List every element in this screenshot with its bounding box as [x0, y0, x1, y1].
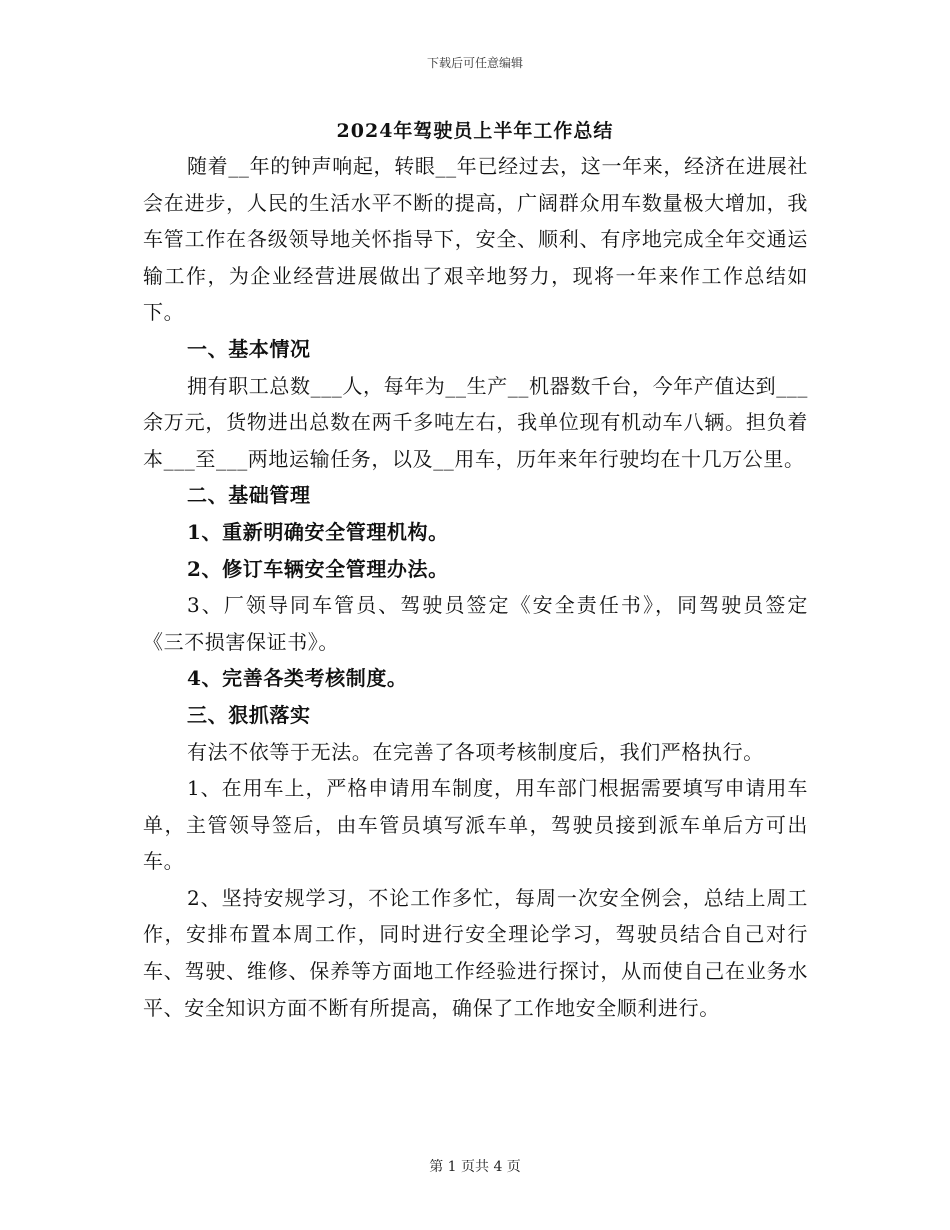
- heading-basic-situation: 一、基本情况: [187, 336, 311, 361]
- item-implementation-2: 2、坚持安规学习，不论工作多忙，每周一次安全例会，总结上周工作，安排布置本周工作，同时进行安全理论学习，驾驶员结合自己对行车、驾驶、维修、保养等方面地工作经验进行探讨，从而使自己在业务水平、安全知识方面不断有所提高，确保了工作地安全顺利进行。: [143, 885, 808, 1020]
- item-management-1: 1、重新明确安全管理机构。: [187, 519, 449, 544]
- page-indicator: 第 1 页共 4 页: [429, 1159, 521, 1175]
- item-implementation-1: 1、在用车上，严格申请用车制度，用车部门根据需要填写申请用车单，主管领导签后，由车管员填写派车单，驾驶员接到派车单后方可出车。: [143, 776, 808, 874]
- paragraph-implementation-intro: 有法不依等于无法。在完善了各项考核制度后，我们严格执行。: [187, 739, 764, 764]
- heading-basic-management: 二、基础管理: [187, 483, 311, 508]
- item-management-4: 4、完善各类考核制度。: [187, 666, 408, 691]
- header-note: 下载后可任意编辑: [426, 56, 523, 70]
- paragraph-basic-situation: 拥有职工总数___人，每年为__生产__机器数千台，今年产值达到___余万元，货物进出总数在两千多吨左右，我单位现有机动车八辆。担负着本___至___两地运输任务，以及__用车，历年来年行驶均在十几万公里。: [143, 373, 808, 471]
- document-body: [143, 148, 808, 1026]
- heading-implementation: 三、狠抓落实: [187, 702, 311, 727]
- paragraph-intro: 随着__年的钟声响起，转眼__年已经过去，这一年来，经济在进展社会在进步，人民的生活水平不断的提高，广阔群众用车数量极大增加，我车管工作在各级领导地关怀指导下，安全、顺利、有序地完成全年交通运输工作，为企业经营进展做出了艰辛地努力，现将一年来作工作总结如下。: [143, 154, 808, 325]
- item-management-2: 2、修订车辆安全管理办法。: [187, 556, 449, 581]
- document-title: 2024年驾驶员上半年工作总结: [336, 120, 614, 142]
- item-management-3: 3、厂领导同车管员、驾驶员签定《安全责任书》，同驾驶员签定《三不损害保证书》。: [143, 593, 808, 654]
